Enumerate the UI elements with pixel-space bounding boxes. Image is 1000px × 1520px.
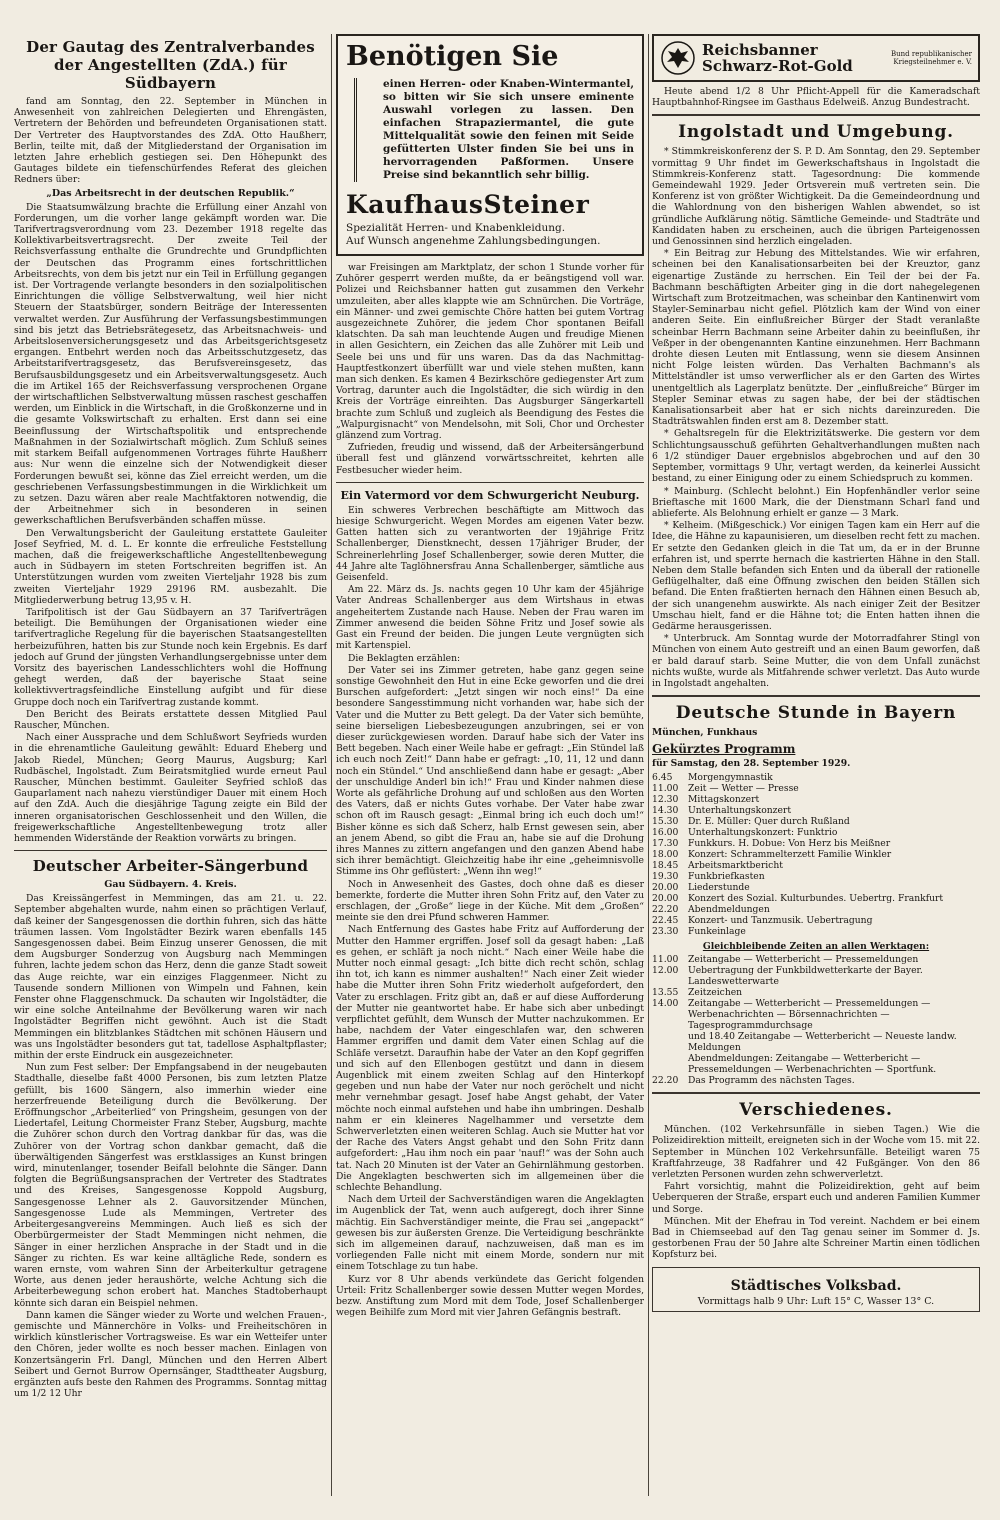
advertisement-kaufhaus-steiner <box>336 34 644 256</box>
weekday-table <box>652 954 980 1086</box>
news-item: * Gehaltsregeln für die Elektrizitätswerke. Die gestern vor dem Schlichtungsausschuß geführten Gehaltverhandlungen mußten nach 6 1/2 stündiger Dauer ergebnislos abgebrochen und auf den 30 September, vormittags 9 Uhr, vertagt werden, da keinerlei Aussicht bestand, zu einer Einigung oder zu einem Schiedspruch zu kommen. <box>652 428 980 485</box>
article-paragraph: Noch in Anwesenheit des Gastes, doch ohne daß es dieser bemerkte, forderte die Mutter ihren Sohn Fritz auf, den Vater zu erschlagen, der „Große“ liege in der Küche. Mit dem „Großen“ meinte sie den drei Pfund schweren Hammer. <box>336 878 644 924</box>
ad-brand: KaufhausSteiner <box>346 190 590 219</box>
program-description: Zeitzeichen <box>688 987 743 999</box>
program-time: 13.55 <box>652 987 679 999</box>
article-gautag-title: Der Gautag des Zentralverbandes der Angestellten (ZdA.) für Südbayern <box>26 38 315 92</box>
program-time: 22.45 <box>652 915 679 927</box>
news-item: * Stimmkreiskonferenz der S. P. D. Am Sonntag, den 29. September vormittag 9 Uhr findet im Gewerkschaftshaus in Ingolstadt die Stimmkreis-Konferenz statt. Tagesordnung: Die kommende Gemeindewahl 1929. Jeder Ortsverein muß vertreten sein. Die Konferenz ist von größter Wichtigkeit. Da die Gemeindeordnung und die Wahlordnung von den bisherigen Wahlen abwendet, so ist gründliche Aufklärung nötig. Sämtliche Gemeinde- und Stadträte und Kandidaten haben zu erscheinen, auch die übrigen Parteigenossen und Genossinnen sind herzlich eingeladen. <box>652 146 980 248</box>
program-time: 15.30 <box>652 816 679 828</box>
program-description: Zeitangabe — Wetterbericht — Pressemeldungen <box>688 954 919 966</box>
program-time: 17.30 <box>652 838 679 850</box>
program-row <box>652 772 980 783</box>
program-time <box>652 1031 688 1053</box>
program-description: Abendmeldungen: Zeitangabe — Wetterbericht — Pressemeldungen — Werbenachrichten — Sportfunk. <box>688 1053 937 1076</box>
program-row <box>652 965 980 987</box>
program-row <box>652 794 980 805</box>
program-row <box>652 893 980 904</box>
ad-line: Auf Wunsch angenehme Zahlungsbedingungen. <box>346 235 601 247</box>
column-right <box>652 34 980 1496</box>
banner-title: Schwarz-Rot-Gold <box>702 57 853 75</box>
program-description: Morgengymnastik <box>688 772 773 784</box>
column-left <box>14 34 327 1496</box>
program-row <box>652 1031 980 1053</box>
news-item: * Kelheim. (Mißgeschick.) Vor einigen Tagen kam ein Herr auf die Idee, die Hähne zu kapaunisieren, um dieselben recht fett zu machen. Er setzte den Gedanken gleich in die Tat um, da er in der Brunne erfahren ist, und sperrte hernach die kastrierten Hähne in den Stall. Neben dem Stalle befanden sich Enten und da überall der rationelle Geflügelhalter, daß eine Öffnung zwischen den beiden Ställen sich befand. Die Enten fraßtierten hernach den Hähnen einen Besuch ab, der sich unangenehm auswirkte. Als nach einiger Zeit der Besitzer Umschau hielt, fand er die Hähne tot; die Enten hatten ihnen die Gedärme herausgerissen. <box>652 520 980 632</box>
program-time: 20.00 <box>652 882 679 894</box>
article-paragraph: Die Staatsumwälzung brachte die Erfüllung einer Anzahl von Forderungen, um die vorher lange gekämpft worden war. Die Tarifvertragsverordnung vom 23. Dezember 1918 regelte das Kollektivarbeitsvertragsrecht. Der zweite Teil der Reichsverfassung enthalte die Grundrechte und Grundpflichten der Deutschen das Programm eines fortschrittlichen Arbeitsrechts, von dem bis jetzt nur ein Teil in Erfüllung gegangen ist. Der Vortragende verlangte besonders in den sozialpolitischen Einrichtungen die völlige Selbstverwaltung, weil hier nicht Steuern der Staatsbürger, sondern Beiträge der Interessenten verwaltet werden. Zur Ausführung der Verfassungsbestimmungen sind bis jetzt das Betriebsrätegesetz, das Arbeitsnachweis- und Arbeitslosenversicherungsgesetz und das Arbeitsgerichtsgesetz ergangen. Entbehrt werden noch das Arbeitsschutzgesetz, das Arbeitstarifvertragsgesetz, das Berufsvereinsgesetz, das Berufsausbildungsgesetz und ein Arbeitsverwaltungsgesetz. Auch die im Artikel 165 der Reichsverfassung versprochenen Organe der wirtschaftlichen Selbstverwaltung müssen raschest geschaffen werden, um Einblick in die Wirtschaft, in die Großkonzerne und in die gesamte Volkswirtschaft zu erhalten. Erst dann sei eine Beeinflussung der Wirtschaftspolitik und entsprechende Maßnahmen in der Sozialwirtschaft möglich. Zum Schluß seines mit starkem Beifall aufgenommenen Vortrages führte Haußherr aus: Nur wenn die einzelne sich der Notwendigkeit dieser Forderungen bewußt sei, könne das Ziel erreicht werden, um die geschriebenen Verfassungsbestimmungen in die Wirklichkeit um zu setzen. Dazu wären aber reale Machtfaktoren notwendig, die der Arbeitnehmer sich in besonderen in seinen gewerkschaftlichen Berufsverbänden schaffen müsse. <box>14 201 327 527</box>
article-subtitle: Gau Südbayern. 4. Kreis. <box>104 879 237 891</box>
program-description: Liederstunde <box>688 882 750 894</box>
program-row <box>652 954 980 965</box>
program-description: Mittagskonzert <box>688 794 760 806</box>
program-row <box>652 987 980 998</box>
article-paragraph: Zufrieden, freudig und wissend, daß der Arbeitersängerbund überall fest und glänzend vorwärtsschreitet, kehrten alle Festbesucher wieder heim. <box>336 442 644 476</box>
program-time <box>652 1053 688 1075</box>
program-description: Funkeinlage <box>688 926 746 938</box>
program-description: Unterhaltungskonzert: Funktrio <box>688 827 838 839</box>
article-paragraph: Die Beklagten erzählen: <box>348 652 461 664</box>
program-row <box>652 871 980 882</box>
article-paragraph: Der Vater sei ins Zimmer getreten, habe ganz gegen seine sonstige Gewohnheit den Hut in eine Ecke geworfen und die drei Burschen aufgefordert: „Jetzt singen wir noch eins!“ Da eine besondere Sangesstimmung nicht vorhanden war, habe sich der Vater und die Mutter zu Bett gelegt. Da der Vater sich bemühte, seine bierseligen Liebesbezeugungen anzubringen, sei er von dieser zurückgewiesen worden. Darauf habe sich der Vater ins Bett begeben. Nach einer Weile habe er gefragt: „Ein Stündel laß ich euch noch Zeit!“ Dann habe er gefragt: „10, 11, 12 und dann noch ein Stündel.“ Und anschließend dann habe er gesagt: „Aber der unschuldige Anderl bin ich!“ Frau und Kinder nahmen diese Worte als gefährliche Drohung auf und schloßen aus den Worten des Vaters, daß er nichts Gutes vorhabe. Der Vater habe zwar schon oft im Rausch gesagt: „Einmal bring ich euch doch um!“ Bisher könne es sich daß Scherz, halb Ernst gewesen sein, aber an jenem Abend, so gibt die Frau an, habe sie auf die Drohung ihres Mannes zu zittern angefangen und den ganzen Abend habe sich ihrer bemächtigt. Gleichzeitig habe ihr eine „geheimnisvolle Stimme ins Ohr geflüstert: „Wenn ihn weg!“ <box>336 664 644 878</box>
volksbad-box <box>652 1267 980 1312</box>
program-row <box>652 915 980 926</box>
program-time: 18.00 <box>652 849 679 861</box>
section-radio-title: Deutsche Stunde in Bayern <box>675 703 957 724</box>
program-time: 18.45 <box>652 860 679 872</box>
article-paragraph: Das Kreissängerfest in Memmingen, das am 21. u. 22. September abgehalten wurde, nahm einen so prächtigen Verlauf, daß keiner der Sangesgenossen die dorthin fuhren, sich das hätte träumen lassen. Vom Ingolstädter Bezirk waren ebenfalls 145 Sangesgenossen dabei. Beim Einzug unserer Genossen, die mit dem Augsburger Sonderzug von Augsburg nach Memmingen fuhren, lachte jedem schon das Herz, denn die ganze Stadt soweit das Auge reichte, war ein einziges Flaggenmeer. Nicht zu Tausende sondern Millionen von Wimpeln und Fahnen, kein Fenster ohne Flaggenschmuck. Da schauten wir Ingolstädter, die wir eine solche Anteilnahme der Bevölkerung waren wir nach Ingolstädter Begriffen nicht gewöhnt. Auch ist die Stadt Memmingen ein blitzblankes Städtchen mit schönen Häusern und was uns Ingolstädter besonders gut tat, tadellose Asphaltpflaster; mithin der erste Eindruck ein ausgezeichneter. <box>14 893 327 1062</box>
article-saengerbund-title: Deutscher Arbeiter-Sängerbund <box>32 857 309 876</box>
program-row <box>652 783 980 794</box>
program-time: 22.20 <box>652 1075 679 1087</box>
program-description: Zeitangabe — Wetterbericht — Pressemeldungen — Werbenachrichten — Börsennachrichten — Tagesprogrammdurchsage <box>688 998 931 1032</box>
program-description: Konzert- und Tanzmusik. Uebertragung <box>688 915 873 927</box>
program-time: 20.00 <box>652 893 679 905</box>
article-paragraph: Am 22. März ds. Js. nachts gegen 10 Uhr kam der 45jährige Vater Andreas Schallenberger aus dem Wirtshaus in etwas angeheitertem Zustande nach Hause. Neben der Frau waren im Zimmer anwesend die beiden Söhne Fritz und Josef sowie als Gast ein Freund der beiden. Die jungen Leute vergnügten sich mit Kartenspiel. <box>336 584 644 652</box>
divider <box>652 695 980 697</box>
ad-headline: Benötigen Sie <box>346 41 559 72</box>
article-paragraph: Den Verwaltungsbericht der Gauleitung erstattete Gauleiter Josef Seyfried, M. d. L. Er konnte die erfreuliche Feststellung machen, daß die freigewerkschaftliche Angestelltenbewegung auch in Südbayern im steten Fortschreiten begriffen ist. An Unterstützungen wurden vom zweiten Vierteljahr 1928 bis zum zweiten Vierteljahr 1929 29196 RM. ausbezahlt. Die Mitgliederwerbung betrug 13,95 v. H. <box>14 527 327 606</box>
program-description: Das Programm des nächsten Tages. <box>688 1075 855 1087</box>
volksbad-temps: Vormittags halb 9 Uhr: Luft 15° C, Wasser 13° C. <box>697 1295 935 1307</box>
article-vatermord-title: Ein Vatermord vor dem Schwurgericht Neuburg. <box>340 488 640 502</box>
eagle-emblem-icon <box>660 40 696 76</box>
article-paragraph: Dann kamen die Sänger wieder zu Worte und welchen Frauen-, gemischte und Männerchöre in Volks- und Freiheitschören in wirklich künstlerischer Vortragsweise. Es war ein Wetteifer unter den Chören, jeder wollte es noch besser machen. Einlagen von Konzertsängerin Frl. Dangl, München und den Herren Albert Seibert und Gernot Burrow Opernsänger, Stadttheater Augsburg, ergänzten aufs beste den Rahmen des Programms. Sonntag mittag um 1/2 12 Uhr <box>14 1309 327 1400</box>
program-time: 12.00 <box>652 965 679 977</box>
banner-title: Reichsbanner <box>702 41 818 59</box>
program-row <box>652 827 980 838</box>
divider <box>336 482 644 483</box>
radio-subtitle: München, Funkhaus <box>652 727 758 739</box>
article-paragraph: Den Bericht des Beirats erstattete dessen Mitglied Paul Rauscher, München. <box>14 708 327 731</box>
article-paragraph: Tarifpolitisch ist der Gau Südbayern an 37 Tarifverträgen beteiligt. Die Bemühungen der Organisationen wieder eine tarifvertragliche Regelung für die bayerischen Staatsangestellten herbeizuführen, hatten bis zur Stunde noch kein Ergebnis. Es darf jedoch auf Grund der jüngsten Verhandlungsergebnisse unter dem Vorsitz des bayerischen Landesschlichters wohl die Hoffnung gehegt werden, daß der bayerische Staat seine kollektivvertragsfeindliche Einstellung aufgibt und für diese Gruppe doch noch ein Tarifvertrag zustande kommt. <box>14 606 327 708</box>
program-time: 11.00 <box>652 783 679 795</box>
article-paragraph: Nach Entfernung des Gastes habe Fritz auf Aufforderung der Mutter den Hammer ergriffen. Josef soll da gesagt haben: „Laß es gehen, er schläft ja noch nicht.“ Nach einer Weile habe die Mutter noch einmal gesagt: „Ich bitte dich recht schön, schlag ihn tot, ich kann es nimmer aushalten!“ Nach einer Zeit wieder habe die Mutter ihren Sohn Fritz wiederholt aufgefordert, den Vater zu erschlagen. Fritz gibt an, daß er auf diese Aufforderung der Mutter nie geantwortet habe. Er habe sich aber unbedingt verpflichtet gefühlt, dem Wunsch der Mutter nachzukommen. Er habe, nachdem der Vater eingeschlafen war, den schweren Hammer ergriffen und damit dem Vater einen Schlag auf die Schläfe versetzt. Daraufhin habe der Vater an den Kopf gegriffen und sich auf den Ellenbogen gestützt und dann in diesem Augenblick mit einem zweiten Schlag auf den Hinterkopf gegeben und nun habe der Vater nur noch geröchelt und nicht mehr vernehmbar gesagt. Josef habe Angst gehabt, der Vater möchte noch einmal aufstehen und habe ihn umbringen. Deshalb nahm er ein kleineres Nagelhammer und versetzte dem Schwerverletzten einen weiteren Schlag. Auch sie Mutter hat vor der Rache des Vaters Angst gehabt und den Sohn Fritz dann aufgefordert: „Hau ihm noch ein paar 'nauf!“ was der Sohn auch tat. Nach 20 Minuten ist der Vater an Gehirnlähmung gestorben. Die Angeklagten beschwerten sich im allgemeinen über die schlechte Behandlung. <box>336 924 644 1194</box>
ad-body: einen Herren- oder Knaben-Wintermantel, so bitten wir Sie sich unsere eminente Auswahl vorlegen zu lassen. Den einfachen Strapaziermantel, die gute Mittelqualität sowie den feinen mit Seide gefütterten Ulster finden Sie bei uns in hervorragenden Paßformen. Unsere Preise sind bekanntlich sehr billig. <box>354 78 634 182</box>
column-divider <box>648 34 649 1496</box>
article-paragraph: war Freisingen am Marktplatz, der schon 1 Stunde vorher für Zuhörer gesperrt werden mußte, da er beängstigend voll war. Polizei und Reichsbanner hatten gut zusammen den Verkehr umzuleiten, aber alles klappte wie am Schnürchen. Die Vorträge, ein Männer- und zwei gemischte Chöre hatten bei gutem Vortrag ausgezeichnete Zuhörer, die jedem Chor spontanen Beifall klatschten. Da sah man leuchtende Augen und freudige Mienen in allen Gesichtern, ein Zeichen das alle Zuhörer mit Leib und Seele bei uns und für uns waren. Das da das Nachmittag-Hauptfestkonzert überfüllt war und viele stehen mußten, kann man sich denken. Es kamen 4 Bezirkschöre gediegenster Art zum Vortrag, darunter auch die Ingolstädter, die sich würdig in den Kreis der Vorträge einreihten. Das Augsburger Sängerkartell brachte zum Schluß und zugleich als Beendigung des Festes die „Walpurgisnacht“ von Mendelsohn, mit Soli, Chor und Orchester glänzend zum Vortrag. <box>336 262 644 442</box>
divider <box>652 1092 980 1094</box>
program-description: Uebertragung der Funkbildwetterkarte der Bayer. Landeswetterwarte <box>688 965 923 988</box>
program-row <box>652 998 980 1031</box>
program-row <box>652 904 980 915</box>
program-description: und 18.40 Zeitangabe — Wetterbericht — Neueste landw. Meldungen <box>688 1031 957 1054</box>
program-description: Unterhaltungskonzert <box>688 805 792 817</box>
reichsbanner-notice <box>652 34 980 82</box>
volksbad-title: Städtisches Volksbad. <box>730 1277 902 1294</box>
article-paragraph: fand am Sonntag, den 22. September in München in Anwesenheit von zahlreichen Delegierten und Ehrengästen, Vertretern der Behörden und befreundeten Organisationen statt. Der Vertreter des Hauptvorstandes des ZdA. Otto Haußherr, Berlin, teilte mit, daß der Mitgliederstand der Organisation im letzten Jahre erheblich gestiegen sei. Den Höhepunkt des Gautages bildete ein tiefenschürfendes Referat des gleichen Redners über: <box>14 96 327 186</box>
ad-line: Spezialität Herren- und Knabenkleidung. <box>346 222 566 234</box>
program-description: Zeit — Wetter — Presse <box>688 783 799 795</box>
program-time: 6.45 <box>652 772 673 784</box>
program-time: 14.30 <box>652 805 679 817</box>
column-divider <box>331 34 332 1496</box>
program-time: 19.30 <box>652 871 679 883</box>
article-paragraph: Nach einer Aussprache und dem Schlußwort Seyfrieds wurden in die ehrenamtliche Gauleitung gewählt: Eduard Eheberg und Jakob Riedel, München; Georg Maurus, Augsburg; Karl Rudbäschel, Ingolstadt. Zum Beiratsmitglied wurde erneut Paul Rauscher, München bestimmt. Gauleiter Seyfried schloß das Gauparlament nach nahezu vierstündiger Dauer mit einem Hoch auf den ZdA. Auch die diesjährige Tagung zeigte ein Bild der inneren organisatorischen Geschlossenheit und den Willen, die freigewerkschaftliche Angestelltenbewegung trotz aller hemmenden Widerstände der Reaktion vorwärts zu bringen. <box>14 732 327 844</box>
program-row <box>652 1053 980 1075</box>
article-paragraph: Nach dem Urteil der Sachverständigen waren die Angeklagten im Augenblick der Tat, wenn auch aufgeregt, doch ihrer Sinne mächtig. Ein Sachverständiger meinte, die Frau sei „angepackt“ gewesen bis zur äußersten Grenze. Die Verteidigung beschränkte sich im allgemeinen darauf, nachzuweisen, daß man es im vorliegenden Falle nicht mit einem Morde, sondern nur mit einem Totschlage zu tun habe. <box>336 1194 644 1273</box>
divider <box>14 850 327 851</box>
article-paragraph: Nun zum Fest selber: Der Empfangsabend in der neugebauten Stadthalle, dieselbe faßt 4000 Personen, bis zum letzten Platze gefüllt, bis 1600 Sängern, also immerhin wieder eine herzerfreuende Beteiligung durch die Bevölkerung. Der Eröffnungschor „Arbeiterlied“ von Pringsheim, gesungen von der Liedertafel, Leitung Chormeister Franz Steber, Augsburg, machte die Zuhörer schon durch den Vortrag dankbar für das, was die Zuhörer von der Vortrag schon dankbar gemacht, daß die überwältigenden Sängerfest was erstklassiges an Kunst bringen wird, minutenlanger, tosender Beifall belohnte die Sänger. Dann folgten die Begrüßungsansprachen der Vertreter des Stadtrates und des Kreises, Sangesgenosse Koppold Augsburg, Sangesgenosse Lehner als 2. Gauvorsitzender München, Sangesgenosse Lude als Memmingen, Vertreter des Arbeitergesangvereins Memmingen. Auch ließ es sich der Oberbürgermeister der Stadt Memmingen nicht nehmen, die Sänger in einer herzlichen Ansprache in der Stadt und in die Sänger zu richten. Es war keine alltägliche Rede, sondern es waren ernste, vom wahren Sinn der Arbeiterkultur getragene Worte, aus denen jeder heraushörte, welche Achtung sich die Arbeiterbewegung schon erobert hat. Manches Stadtoberhaupt könnte sich daran ein Beispiel nehmen. <box>14 1062 327 1309</box>
section-misc-title: Verschiedenes. <box>739 1100 893 1121</box>
program-time: 23.30 <box>652 926 679 938</box>
banner-subtitle: Bund republikanischer Kriegsteilnehmer e. V. <box>891 50 972 66</box>
divider <box>652 114 980 116</box>
program-description: Abendmeldungen <box>688 904 770 916</box>
program-description: Arbeitsmarktbericht <box>688 860 783 872</box>
program-row <box>652 838 980 849</box>
article-paragraph: Ein schweres Verbrechen beschäftigte am Mittwoch das hiesige Schwurgericht. Wegen Mordes am eigenen Vater bezw. Gatten hatten sich zu verantworten der 19jährige Fritz Schallenberger, Dienstknecht, dessen 17jähriger Bruder, der Schreinerlehrling Josef Schallenberger, sowie deren Mutter, die 44 Jahre alte Taglöhnersfrau Anna Schallenberger, sämtliche aus Geisenfeld. <box>336 504 644 584</box>
program-time: 11.00 <box>652 954 679 966</box>
program-row <box>652 849 980 860</box>
program-description: Funkkurs. H. Dobue: Von Herz bis Meißner <box>688 838 891 850</box>
program-row <box>652 816 980 827</box>
program-row <box>652 1075 980 1086</box>
program-description: Konzert: Schrammelterzett Familie Winkler <box>688 849 892 861</box>
news-item: * Unterbruck. Am Sonntag wurde der Motorradfahrer Stingl von München von einem Auto gestreift und an einen Baum geworfen, daß er bald darauf starb. Seine Mutter, die von dem Unfall zunächst nichts wußte, wurde als Mitfahrende schwer verletzt. Das Auto wurde in Ingolstadt angehalten. <box>652 633 980 689</box>
program-description: Konzert des Sozial. Kulturbundes. Uebertrg. Frankfurt <box>688 893 944 905</box>
program-time: 14.00 <box>652 998 679 1010</box>
program-row <box>652 926 980 937</box>
program-time: 22.20 <box>652 904 679 916</box>
program-date: für Samstag, den 28. September 1929. <box>652 758 851 770</box>
program-time: 16.00 <box>652 827 679 839</box>
program-title: Gekürztes Programm <box>652 742 796 757</box>
news-item: * Ein Beitrag zur Hebung des Mittelstandes. Wie wir erfahren, scheinen bei den Kanalisationsarbeiten bei der Kreuztor, ganz eigenartige Zustände zu herrschen. Ein Teil der bei der Fa. Bachmann beschäftigten Arbeiter ging in die dort nahegelegenen Wirtschaft zum Brotzeitmachen, was scheinbar den Kantinenwirt vom Stayler-Seminarbau nicht gefiel. Plötzlich kam der Wind von einer anderen Seite. Ein einflußreicher Bürger der Stadt veranlaßte scheinbar Herrn Bachmann seine Arbeiter dahin zu beeinflußen, ihr Veßper in der obengenannten Kantine einzunehmen. Herr Bachmann drohte diesen Leuten mit Entlassung, wenn sie diesem Ansinnen nicht Folge leisten würden. Das Verhalten Bachmann's als Mittelständler ist umso verwerflicher als er den Garten des Wirtes unentgeltlich als Lagerplatz benützte. Der „einflußreiche“ Bürger im Stepler Seminar etwas zu sagen habe, der bei der städtischen Kanalisationsarbeit aber hat er sich nichts dareinzureden. Die Stadträtswahlen finden erst am 8. Dezember statt. <box>652 248 980 428</box>
program-description: Funkbriefkasten <box>688 871 765 883</box>
article-subhead: „Das Arbeitsrecht in der deutschen Republik.“ <box>46 187 295 199</box>
news-item: München. (102 Verkehrsunfälle in sieben Tagen.) Wie die Polizeidirektion mitteilt, ereigneten sich in der Woche vom 15. mit 22. September in München 102 Verkehrsunfälle. Beteiligt waren 75 Kraftfahrzeuge, 38 Radfahrer und 42 Fußgänger. Von den 86 verletzten Personen wurden zehn schwerverletzt. <box>652 1124 980 1180</box>
section-ingolstadt-title: Ingolstadt und Umgebung. <box>678 122 954 143</box>
program-row <box>652 882 980 893</box>
program-description: Dr. E. Müller: Quer durch Rußland <box>688 816 850 828</box>
news-item: München. Mit der Ehefrau in Tod vereint. Nachdem er bei einem Bad in Chiemseebad auf den Tag genau seiner im Sommer d. Js. gestorbenen Frau der 50 Jahre alte Schreiner Martin einen tödlichen Kopfsturz bei. <box>652 1215 980 1261</box>
program-time: 12.30 <box>652 794 679 806</box>
program-row <box>652 860 980 871</box>
news-item: * Mainburg. (Schlecht belohnt.) Ein Hopfenhändler verlor seine Brieftasche mit 1600 Mark, die der Dienstmann Scharl fand und ablieferte. Als Belohnung erhielt er ganze — 3 Mark. <box>652 485 980 519</box>
program-row <box>652 805 980 816</box>
news-item: Fahrt vorsichtig, mahnt die Polizeidirektion, geht auf beim Ueberqueren der Straße, erspart euch und anderen Familien Kummer und Sorge. <box>652 1181 980 1215</box>
banner-text: Heute abend 1/2 8 Uhr Pflicht-Appell für die Kameradschaft Hauptbahnhof-Ringsee im Gasthaus Edelweiß. Anzug Bundestracht. <box>652 86 980 109</box>
column-middle <box>336 34 644 1496</box>
weekday-title: Gleichbleibende Zeiten an allen Werktagen: <box>702 941 930 953</box>
article-paragraph: Kurz vor 8 Uhr abends verkündete das Gericht folgenden Urteil: Fritz Schallenberger sowie dessen Mutter wegen Mordes, bezw. Anstiftung zum Mord mit dem Tode, Josef Schallenberger wegen Beihilfe zum Mord mit vier Jahren Gefängnis bestraft. <box>336 1273 644 1319</box>
program-table <box>652 772 980 937</box>
